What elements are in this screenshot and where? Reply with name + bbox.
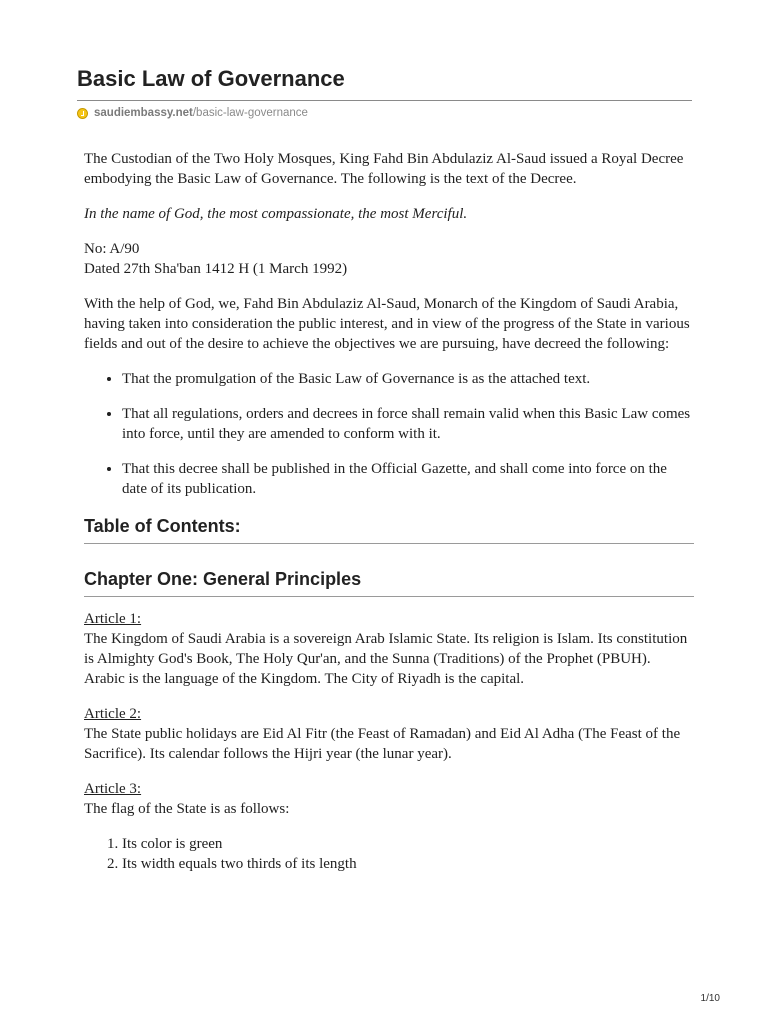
source-path[interactable]: /basic-law-governance [192,107,308,119]
list-item: 1. Its color is green [122,834,694,854]
decree-number: No: A/90 [84,241,140,257]
article-1 [84,609,694,689]
list-item: 2. Its width equals two thirds of its length [122,854,694,874]
article-3 [84,779,694,819]
source-link[interactable] [77,105,308,121]
article-text: The State public holidays are Eid Al Fitr (the Feast of Ramadan) and Eid Al Adha (The Feast of the Sacrifice). Its calendar follows the Hijri year (the lunar year). [84,726,681,762]
toc-heading: Table of Contents: [84,514,694,544]
decree-list [84,369,694,499]
list-item: • That all regulations, orders and decrees in force shall remain valid when this Basic Law comes into force, until they are amended to conform with it. [122,404,694,444]
list-item: • That the promulgation of the Basic Law of Governance is as the attached text. [122,369,694,389]
preamble-paragraph: With the help of God, we, Fahd Bin Abdulaziz Al-Saud, Monarch of the Kingdom of Saudi Arabia, having taken into consideration the public interest, and in view of the progress of the State in various fields and out of the desire to achieve the objectives we are pursuing, have decreed the following: [84,296,690,352]
intro-paragraph: The Custodian of the Two Holy Mosques, King Fahd Bin Abdulaziz Al-Saud issued a Royal Decree embodying the Basic Law of Governance. The following is the text of the Decree. [84,151,684,187]
page-number: 1/10 [700,993,720,1004]
article-text: The Kingdom of Saudi Arabia is a sovereign Arab Islamic State. Its religion is Islam. Its constitution is Almighty God's Book, The Holy Qur'an, and the Sunna (Traditions) of the Prophet (PBUH). Arabic is the language of the Kingdom. The City of Riyadh is the capital. [84,631,688,687]
page-title: Basic Law of Governance [77,66,345,91]
article-label: Article 1: [84,611,142,627]
decree-meta [84,239,694,279]
flag-list [84,834,694,874]
invocation: In the name of God, the most compassionate, the most Merciful. [84,206,468,222]
chapter-heading: Chapter One: General Principles [84,567,694,597]
globe-icon [77,108,88,119]
decree-date: Dated 27th Sha'ban 1412 H (1 March 1992) [84,261,348,277]
title-divider [77,100,692,101]
article-2 [84,704,694,764]
list-item: • That this decree shall be published in the Official Gazette, and shall come into force on the date of its publication. [122,459,694,499]
source-domain[interactable]: saudiembassy.net [94,107,193,119]
article-label: Article 2: [84,706,142,722]
article-label: Article 3: [84,781,142,797]
article-text: The flag of the State is as follows: [84,801,290,817]
document-body [84,149,694,889]
